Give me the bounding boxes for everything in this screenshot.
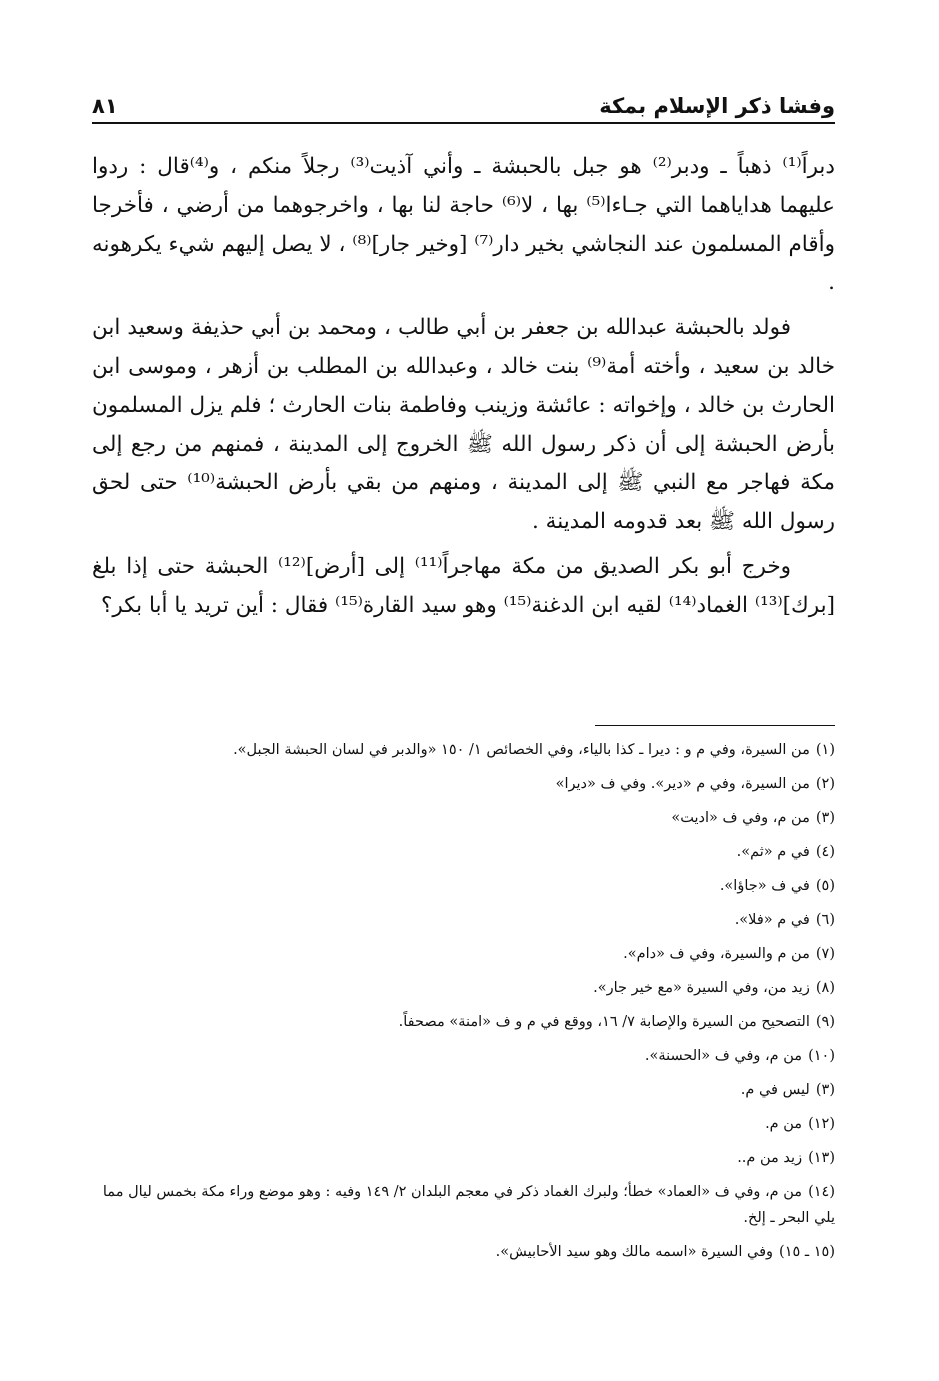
main-text [92, 148, 835, 626]
footnote-item [92, 1175, 835, 1235]
footnote-item [92, 1141, 835, 1175]
footnote-number: (١٠) [808, 1048, 835, 1064]
footnote-separator [595, 725, 835, 726]
footnote-text: وفي السيرة «اسمه مالك وهو سيد الأحابيش». [495, 1244, 774, 1260]
footnote-item [92, 1073, 835, 1107]
footnote-number: (٣) [815, 810, 835, 826]
footnote-text: التصحيح من السيرة والإصابة ٧/ ١٦، ووقع في م و ف «امنة» مصحفاً. [398, 1014, 810, 1030]
footnote-text: ليس في م. [740, 1082, 810, 1098]
paragraph-3: وخرج أبو بكر الصديق من مكة مهاجراً⁽¹¹⁾ إلى [أرض]⁽¹²⁾ الحبشة حتى إذا بلغ [برك]⁽¹³⁾ الغماد⁽¹⁴⁾ لقيه ابن الدغنة⁽¹⁵⁾ وهو سيد القارة⁽¹⁵⁾ فقال : أين تريد يا أبا بكر؟ [92, 553, 835, 618]
footnote-text: في ف «جاؤا». [719, 878, 810, 894]
footnote-number: (٥) [815, 878, 835, 894]
footnote-number: (١٢) [808, 1116, 835, 1132]
footnote-text: زيد من، وفي السيرة «مع خير جار». [593, 980, 810, 996]
footnote-number: (١٣) [808, 1150, 835, 1166]
footnotes-list [92, 733, 835, 1269]
footnote-number: (١) [815, 742, 835, 758]
footnote-number: (٣) [815, 1082, 835, 1098]
footnote-text: من م والسيرة، وفي ف «دام». [623, 946, 810, 962]
footnote-item [92, 1039, 835, 1073]
paragraph-2: فولد بالحبشة عبدالله بن جعفر بن أبي طالب ، ومحمد بن أبي حذيفة وسعيد ابن خالد بن سعيد ، وأخته أمة⁽⁹⁾ بنت خالد ، وعبدالله بن المطلب بن أزهر ، وموسى ابن الحارث بن خالد ، وإخواته : عائشة وزينب وفاطمة بنات الحارث ؛ فلم يزل المسلمون بأرض الحبشة إلى أن ذكر رسول الله ﷺ الخروج إلى المدينة ، فمنهم من رجع إلى مكة فهاجر مع النبي ﷺ إلى المدينة ، ومنهم من بقي بأرض الحبشة⁽¹⁰⁾ حتى لحق رسول الله ﷺ بعد قدومه المدينة . [92, 315, 835, 535]
footnote-item [92, 903, 835, 937]
footnote-text: من م. [765, 1116, 803, 1132]
running-title: وفشا ذكر الإسلام بمكة [599, 94, 835, 118]
footnote-item [92, 937, 835, 971]
footnote-item [92, 1235, 835, 1269]
footnote-text: من م، وفي ف «الحسنة». [644, 1048, 803, 1064]
footnote-text: من السيرة، وفي م «دير». وفي ف «ديرا» [555, 776, 810, 792]
footnote-number: (٦) [815, 912, 835, 928]
footnote-text: زيد من م.. [737, 1150, 803, 1166]
footnote-text: في م «فلا». [734, 912, 810, 928]
page-number: ٨١ [92, 94, 118, 118]
footnote-number: (١٤) [808, 1184, 835, 1200]
footnote-item [92, 869, 835, 903]
footnote-text: من م، وفي ف «اديت» [671, 810, 810, 826]
paragraph-1: دبراً⁽¹⁾ ذهباً ـ ودبر⁽²⁾ هو جبل بالحبشة ـ وأني آذيت⁽³⁾ رجلاً منكم ، و⁽⁴⁾قال : ردوا عليهما هداياهما التي جـاءا⁽⁵⁾ بها ، لا⁽⁶⁾ حاجة لنا بها ، واخرجوهما من أرضي ، فأخرجا وأقام المسلمون عند النجاشي بخير دار⁽⁷⁾ [وخير جار]⁽⁸⁾ ، لا يصل إليهم شيء يكرهونه . [92, 154, 835, 296]
footnote-item [92, 835, 835, 869]
footnote-item [92, 1005, 835, 1039]
footnote-number: (٩) [815, 1014, 835, 1030]
footnote-number: (١٥ ـ ١٥) [779, 1244, 835, 1260]
footnote-text: من السيرة، وفي م و : ديرا ـ كذا بالياء، وفي الخصائص ١/ ١٥٠ «والدبر في لسان الحبشة الجبل». [233, 742, 810, 758]
footnote-text: في م «ثم». [736, 844, 810, 860]
footnote-number: (٧) [815, 946, 835, 962]
header-rule [92, 122, 835, 124]
footnote-text: من م، وفي ف «العماد» خطأ؛ ولبرك الغماد ذكر في معجم البلدان ٢/ ١٤٩ وفيه : وهو موضع وراء مكة بخمس ليال مما يلي البحر ـ إلخ. [102, 1184, 835, 1226]
footnote-number: (٤) [815, 844, 835, 860]
footnote-number: (٢) [815, 776, 835, 792]
footnote-item [92, 1107, 835, 1141]
footnote-item [92, 733, 835, 767]
footnote-item [92, 971, 835, 1005]
page-header [92, 84, 835, 118]
footnote-number: (٨) [815, 980, 835, 996]
footnote-item [92, 801, 835, 835]
footnote-item [92, 767, 835, 801]
